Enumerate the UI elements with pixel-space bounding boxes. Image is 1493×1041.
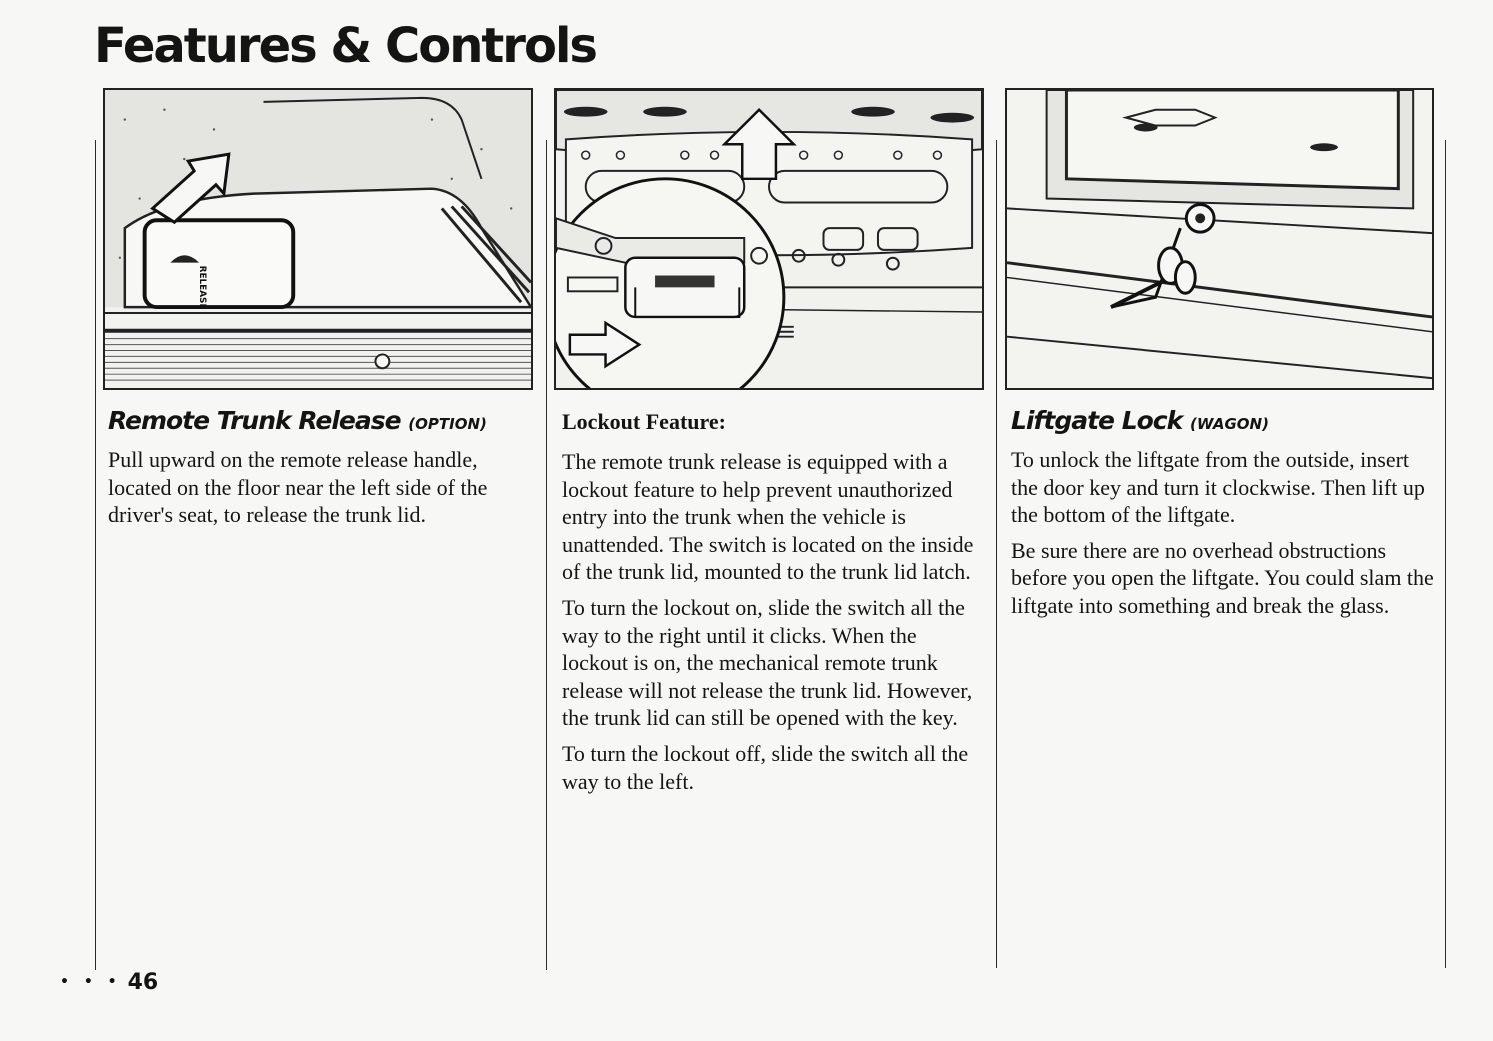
liftgate-lock-illustration	[1005, 88, 1434, 390]
heading-tag: (OPTION)	[408, 415, 487, 433]
section-heading: Lockout Feature:	[562, 409, 726, 434]
remote-release-illustration	[103, 88, 533, 390]
liftgate-lock-section	[1011, 405, 1437, 628]
section-heading	[108, 405, 540, 440]
body-paragraph: The remote trunk release is equipped with a lockout feature to help prevent unauthorized entry into the trunk when the vehicle is unattended. The switch is located on the inside of the trunk lid, mounted to the trunk lid latch.	[562, 449, 974, 585]
column-rule-middle	[546, 140, 547, 970]
lockout-feature-section	[562, 408, 987, 803]
body-paragraph: Pull upward on the remote release handle, located on the floor near the left side of the driver's seat, to release the trunk lid.	[108, 447, 488, 528]
body-paragraph: To unlock the liftgate from the outside, insert the door key and turn it clockwise. Then lift up the bottom of the liftgate.	[1011, 447, 1425, 528]
body-paragraph: To turn the lockout off, slide the switch all the way to the left.	[562, 740, 969, 794]
remote-trunk-release-section	[108, 405, 540, 537]
page-number-dots: • • •	[60, 974, 122, 990]
column-rule-right	[996, 140, 997, 968]
page-number-value: 46	[127, 970, 159, 995]
section-heading	[1011, 405, 1437, 440]
lockout-latch-illustration	[554, 88, 984, 390]
page-title: Features & Controls	[94, 18, 596, 74]
release-label: RELEASE	[197, 265, 208, 310]
heading-text: Remote Trunk Release	[108, 406, 401, 435]
column-rule-far-right	[1445, 140, 1446, 968]
page-number	[60, 970, 158, 995]
heading-tag: (WAGON)	[1189, 415, 1269, 433]
body-paragraph: Be sure there are no overhead obstructions before you open the liftgate. You could slam the liftgate into something and break the glass.	[1011, 537, 1434, 618]
column-rule-left	[95, 140, 96, 970]
heading-text: Liftgate Lock	[1011, 406, 1183, 435]
body-paragraph: To turn the lockout on, slide the switch all the way to the right until it clicks. When the lockout is on, the mechanical remote trunk release will not release the trunk lid. However, the trunk lid can still be opened with the key.	[562, 594, 973, 731]
